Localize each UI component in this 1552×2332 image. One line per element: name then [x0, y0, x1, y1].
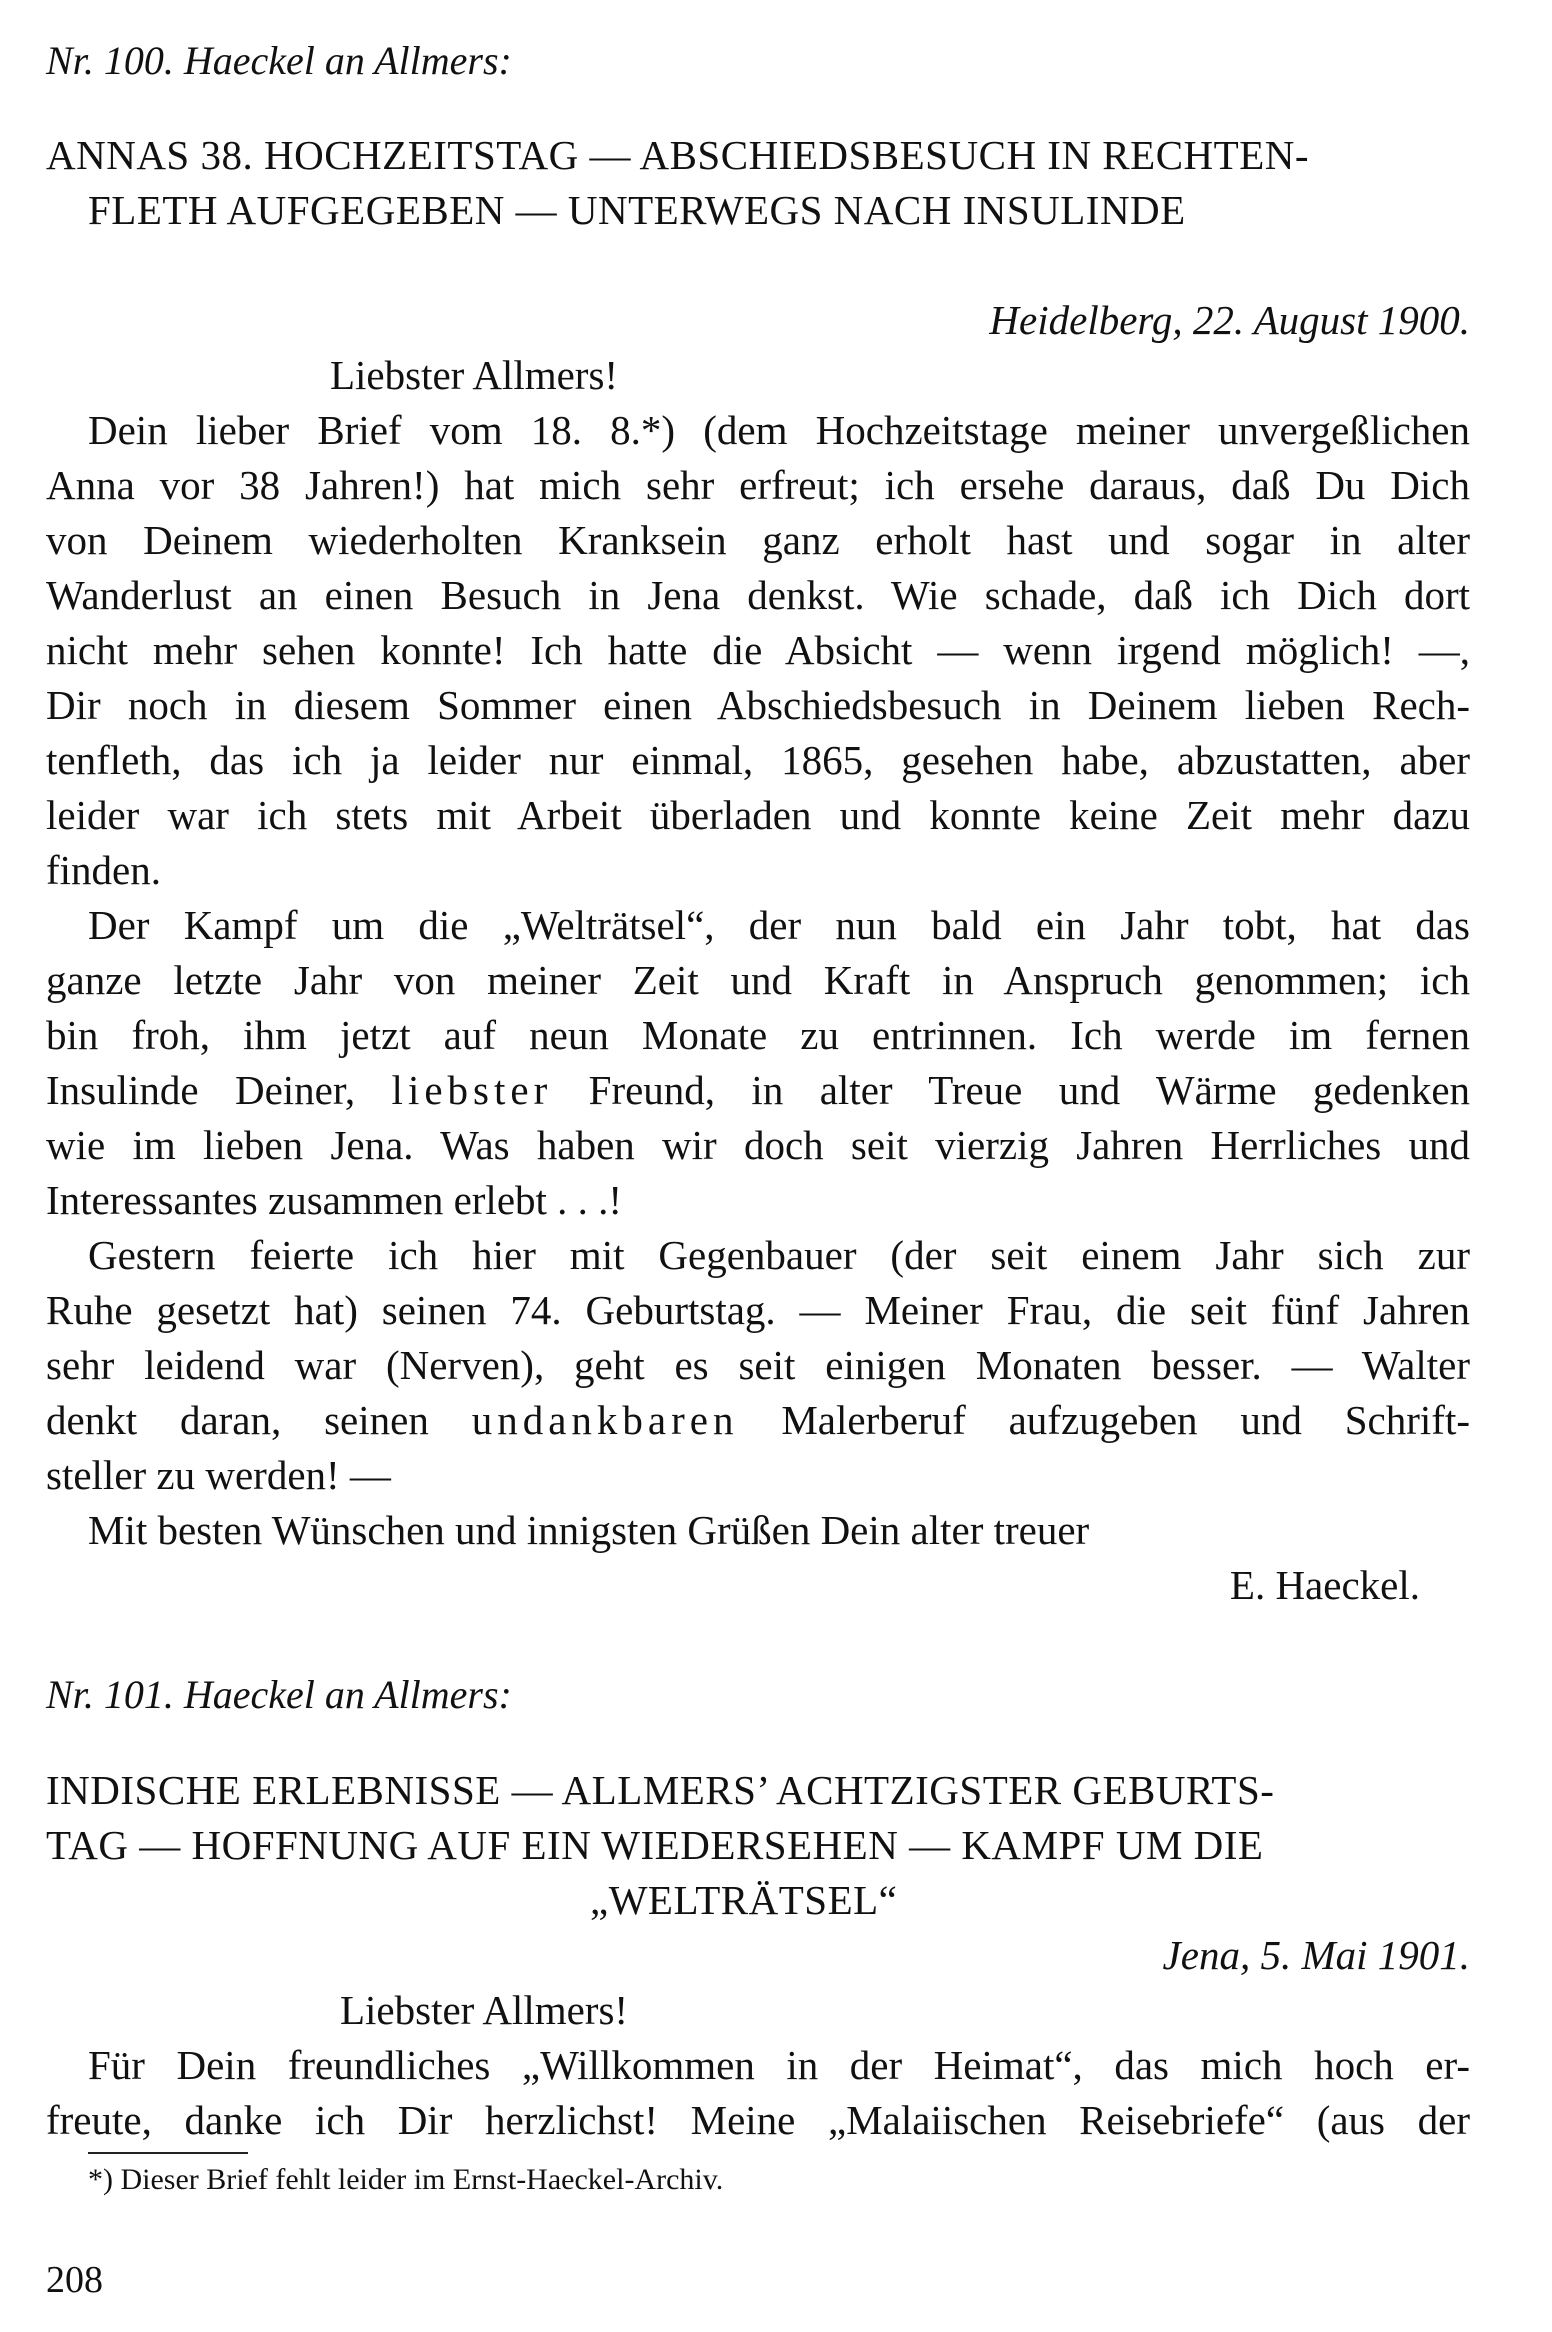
- signature: E. Haeckel.: [1229, 1562, 1420, 1608]
- letter-header: Nr. 101. Haeckel an Allmers:: [46, 1672, 512, 1717]
- text-line: finden.: [46, 847, 161, 893]
- emphasized-word: liebster: [391, 1067, 553, 1113]
- text-line: [46, 1065, 1470, 1115]
- place-date: Heidelberg, 22. August 1900.: [989, 297, 1470, 343]
- text-line: Anna vor 38 Jahren!) hat mich sehr erfreut; ich ersehe daraus, daß Du Dich: [46, 462, 1470, 508]
- emphasized-word: undankbaren: [471, 1397, 739, 1443]
- place-date: Jena, 5. Mai 1901.: [1162, 1932, 1470, 1978]
- text-line: Wanderlust an einen Besuch in Jena denkst. Wie schade, daß ich Dich dort: [46, 572, 1470, 618]
- text-line: tenfleth, das ich ja leider nur einmal, 1865, gesehen habe, abzustatten, aber: [46, 737, 1470, 783]
- text-line: sehr leidend war (Nerven), geht es seit einigen Monaten besser. — Walter: [46, 1342, 1470, 1388]
- text-line: freute, danke ich Dir herzlichst! Meine „Malaiischen Reisebriefe“ (aus der: [46, 2097, 1470, 2143]
- text-line: Für Dein freundliches „Willkommen in der Heimat“, das mich hoch er-: [88, 2042, 1470, 2088]
- text-line: ganze letzte Jahr von meiner Zeit und Kraft in Anspruch genommen; ich: [46, 957, 1470, 1003]
- letter-title-line: ANNAS 38. HOCHZEITSTAG — ABSCHIEDSBESUCH IN RECHTEN-: [46, 132, 1310, 178]
- text-line: [46, 1395, 1470, 1445]
- text-line: steller zu werden! —: [46, 1452, 391, 1498]
- text-line: wie im lieben Jena. Was haben wir doch seit vierzig Jahren Herrliches und: [46, 1122, 1470, 1168]
- letter-title-line: TAG — HOFFNUNG AUF EIN WIEDERSEHEN — KAMPF UM DIE: [46, 1822, 1264, 1868]
- text-line: nicht mehr sehen konnte! Ich hatte die Absicht — wenn irgend möglich! —,: [46, 627, 1470, 673]
- text-line: Ruhe gesetzt hat) seinen 74. Geburtstag. — Meiner Frau, die seit fünf Jahren: [46, 1287, 1470, 1333]
- text-line: Interessantes zusammen erlebt . . .!: [46, 1177, 623, 1223]
- text-line: Der Kampf um die „Welträtsel“, der nun bald ein Jahr tobt, hat das: [88, 902, 1470, 948]
- text-fragment: denkt daran, seinen: [46, 1397, 429, 1443]
- salutation: Liebster Allmers!: [330, 352, 619, 398]
- letter-title-line: FLETH AUFGEGEBEN — UNTERWEGS NACH INSULINDE: [88, 187, 1186, 233]
- text-line: leider war ich stets mit Arbeit überladen und konnte keine Zeit mehr dazu: [46, 792, 1470, 838]
- letter-title-line: INDISCHE ERLEBNISSE — ALLMERS’ ACHTZIGSTER GEBURTS-: [46, 1767, 1275, 1813]
- footnote: *) Dieser Brief fehlt leider im Ernst-Haeckel-Archiv.: [88, 2163, 724, 2196]
- text-fragment: Insulinde Deiner,: [46, 1067, 356, 1113]
- closing-line: Mit besten Wünschen und innigsten Grüßen Dein alter treuer: [88, 1507, 1090, 1553]
- footnote-rule: [88, 2152, 248, 2154]
- text-line: von Deinem wiederholten Kranksein ganz erholt hast und sogar in alter: [46, 517, 1470, 563]
- letter-title-line: „WELTRÄTSEL“: [590, 1877, 898, 1923]
- text-fragment: Malerberuf aufzugeben und Schrift-: [781, 1397, 1470, 1443]
- salutation: Liebster Allmers!: [340, 1987, 629, 2033]
- text-line: Gestern feierte ich hier mit Gegenbauer (der seit einem Jahr sich zur: [88, 1232, 1470, 1278]
- text-line: Dir noch in diesem Sommer einen Abschiedsbesuch in Deinem lieben Rech-: [46, 682, 1470, 728]
- text-line: bin froh, ihm jetzt auf neun Monate zu entrinnen. Ich werde im fernen: [46, 1012, 1470, 1058]
- text-fragment: Freund, in alter Treue und Wärme gedenken: [588, 1067, 1471, 1113]
- page-number: 208: [46, 2259, 103, 2301]
- text-line: Dein lieber Brief vom 18. 8.*) (dem Hochzeitstage meiner unvergeßlichen: [88, 407, 1470, 453]
- letter-header: Nr. 100. Haeckel an Allmers:: [46, 38, 512, 83]
